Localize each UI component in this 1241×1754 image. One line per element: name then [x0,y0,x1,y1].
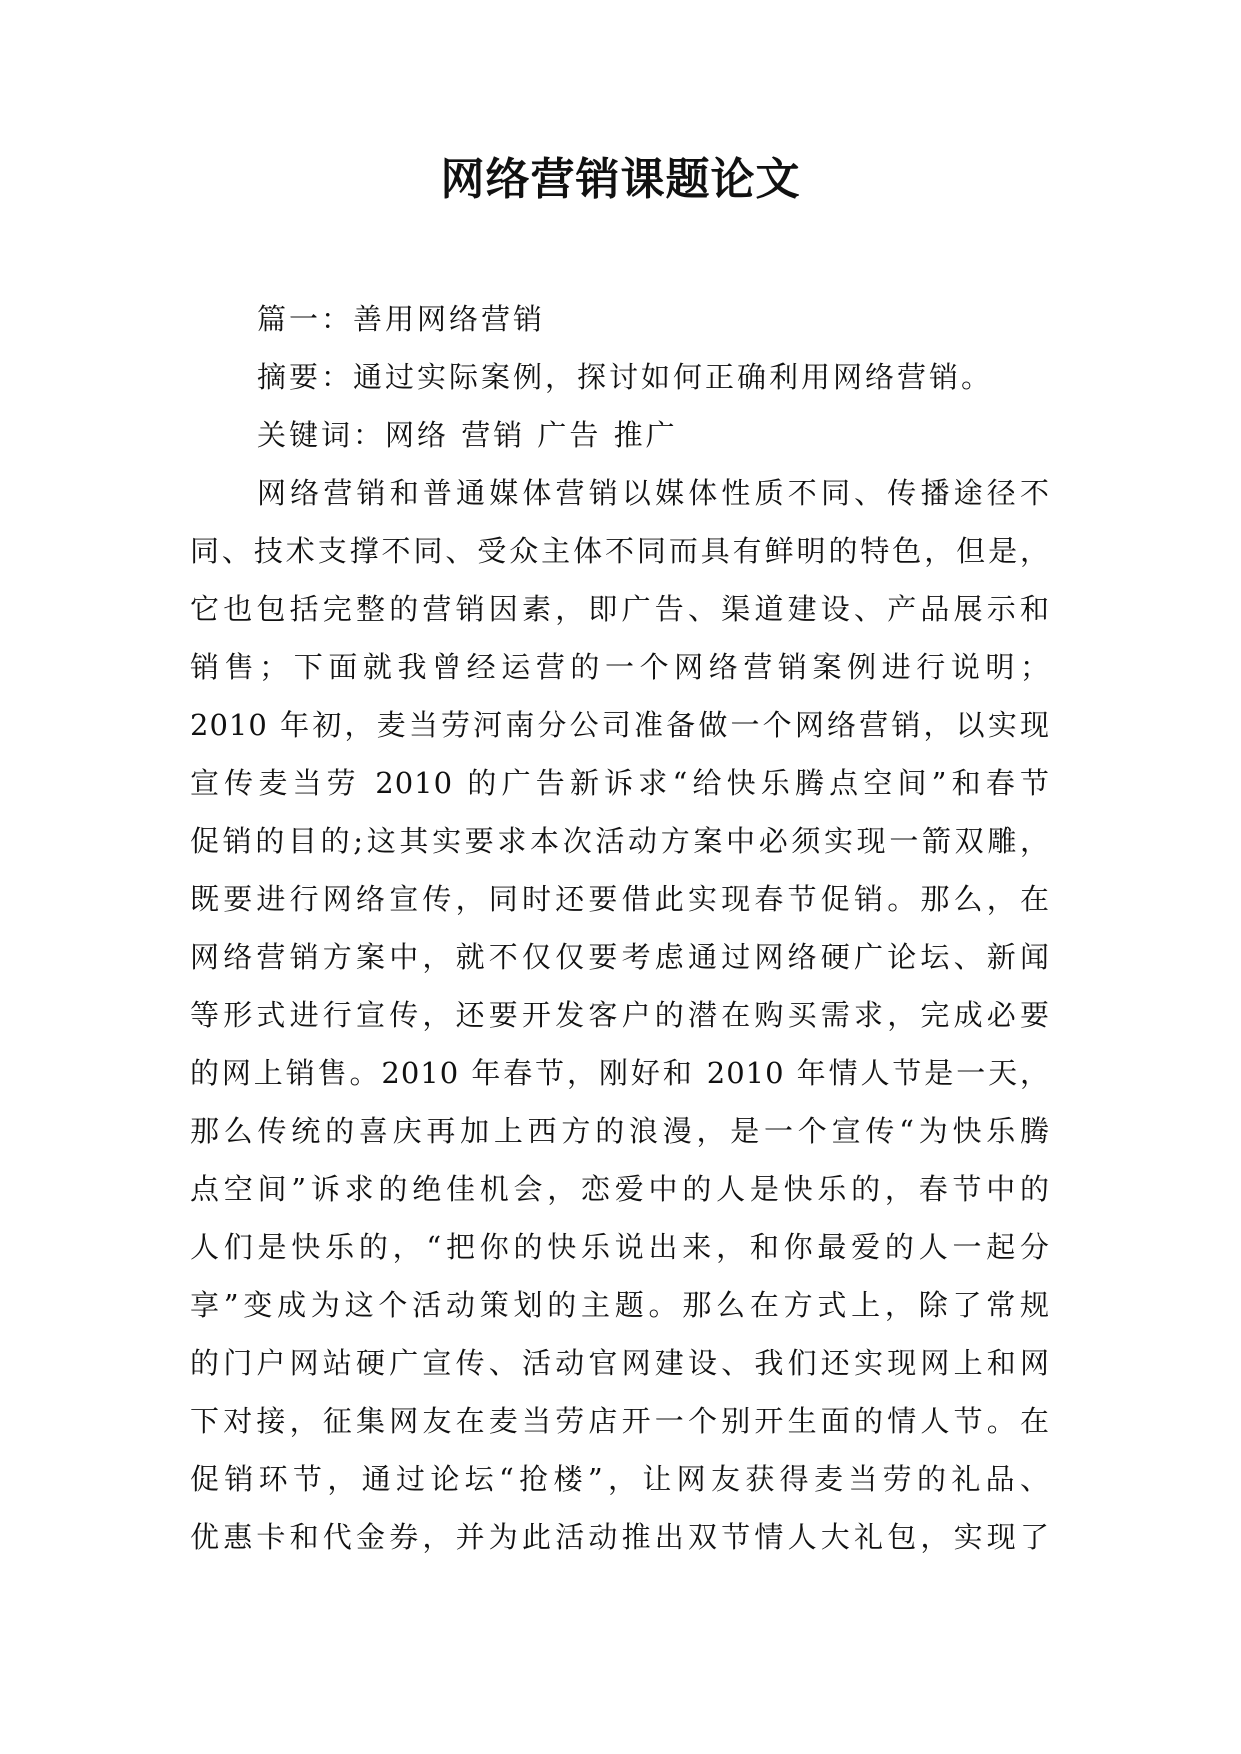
paragraph-line: 点空间”诉求的绝佳机会，恋爱中的人是快乐的，春节中的 [190,1172,1050,1206]
paragraph-line: 促销环节，通过论坛“抢楼”，让网友获得麦当劳的礼品、 [190,1462,1050,1496]
paragraph-line: 既要进行网络宣传，同时还要借此实现春节促销。那么，在 [190,882,1050,916]
keywords-line: 关键词：网络 营销 广告 推广 [257,418,678,452]
paragraph-line: 的门户网站硬广宣传、活动官网建设、我们还实现网上和网 [190,1346,1050,1380]
paragraph-line: 促销的目的;这其实要求本次活动方案中必须实现一箭双雕， [190,824,1050,858]
body-paragraph [190,464,1050,1566]
abstract-line: 摘要：通过实际案例，探讨如何正确利用网络营销。 [257,360,994,394]
paragraph-line: 人们是快乐的，“把你的快乐说出来，和你最爱的人一起分 [190,1230,1050,1264]
paragraph-line: 优惠卡和代金券，并为此活动推出双节情人大礼包，实现了 [190,1520,1050,1554]
paragraph-line: 它也包括完整的营销因素，即广告、渠道建设、产品展示和 [190,592,1050,626]
paragraph-line: 2010 年初，麦当劳河南分公司准备做一个网络营销，以实现 [190,708,1050,742]
paragraph-line: 销售；下面就我曾经运营的一个网络营销案例进行说明； [190,650,1050,684]
section-heading: 篇一：善用网络营销 [257,302,546,336]
document-title: 网络营销课题论文 [440,154,801,205]
paragraph-line: 那么传统的喜庆再加上西方的浪漫，是一个宣传“为快乐腾 [190,1114,1050,1148]
paragraph-line: 等形式进行宣传，还要开发客户的潜在购买需求，完成必要 [190,998,1050,1032]
paragraph-line: 的网上销售。2010 年春节，刚好和 2010 年情人节是一天， [190,1056,1050,1090]
paragraph-line: 享”变成为这个活动策划的主题。那么在方式上，除了常规 [190,1288,1050,1322]
document-body [190,290,1050,1566]
paragraph-line: 网络营销和普通媒体营销以媒体性质不同、传播途径不 [257,476,1050,510]
paragraph-line: 宣传麦当劳 2010 的广告新诉求“给快乐腾点空间”和春节 [190,766,1050,800]
paragraph-line: 下对接，征集网友在麦当劳店开一个别开生面的情人节。在 [190,1404,1050,1438]
paragraph-line: 网络营销方案中，就不仅仅要考虑通过网络硬广论坛、新闻 [190,940,1050,974]
paragraph-line: 同、技术支撑不同、受众主体不同而具有鲜明的特色，但是， [190,534,1050,568]
